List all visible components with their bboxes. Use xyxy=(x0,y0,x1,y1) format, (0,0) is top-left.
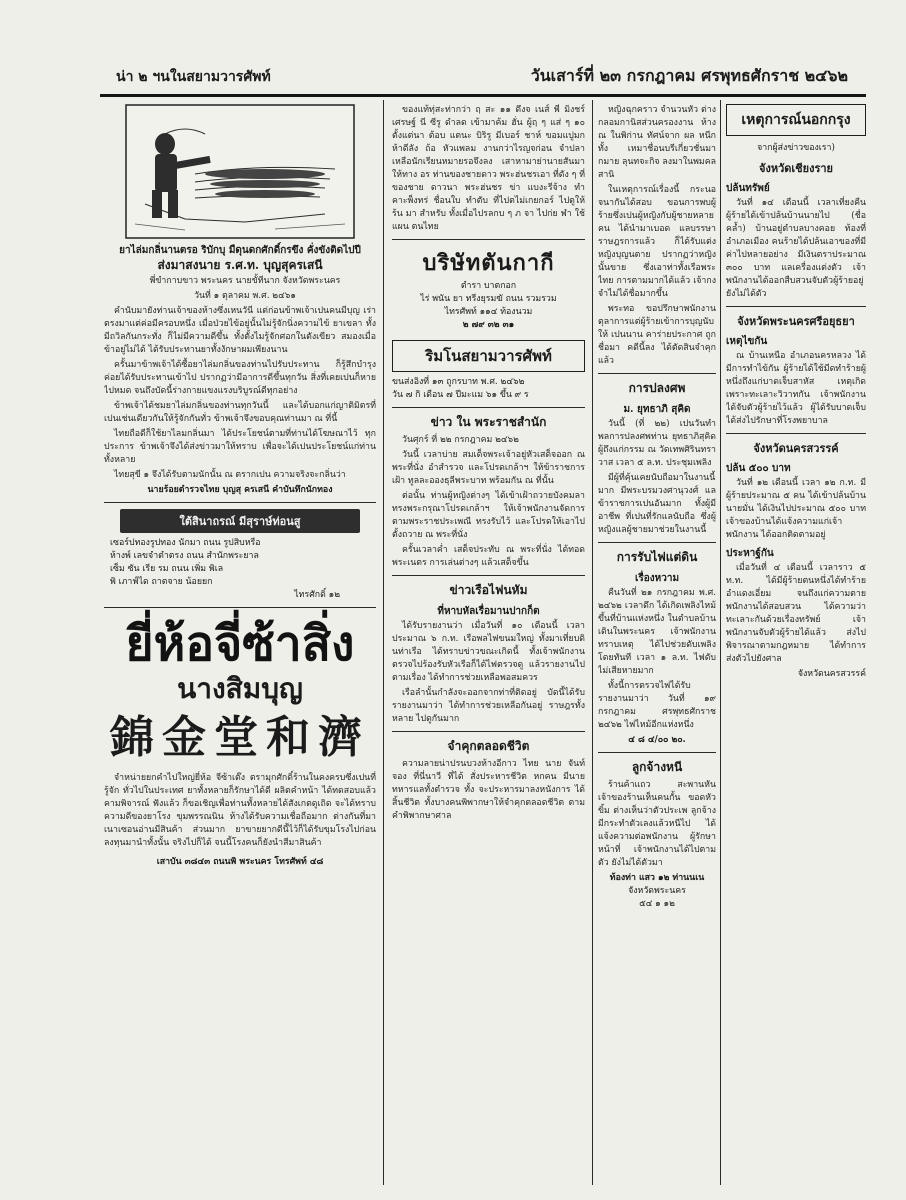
section-paragraph: วันศุกร์ ที่ ๒๒ กรกฎาคม ๒๔๖๒ xyxy=(402,435,519,445)
provincial-source: จากผู้ส่งข่าวของเรา) xyxy=(757,143,835,153)
region-title: จังหวัดนครสวรรค์ xyxy=(753,442,839,455)
advert-illustration xyxy=(125,104,355,239)
newspaper-name: ริมโนสยามวารศัพท์ xyxy=(425,347,552,365)
region-title: จังหวัดพระนครศรีอยุธยา xyxy=(737,315,855,328)
testimonial-line: คำนับมายังท่านเจ้าของห้างซึ่งเหนวันี แต่ก่อนข้าพเจ้าเปนคนมีบุญ เร่าตรงมาแต่ค่อมีครอบหนึ่ง เมื่อป่วยไข้อยู่นั้นไม่รู้จักนิ่งความไข้ ยาเขลา ทั้งมีถวิลกันกระทั่ง ก็ไม่มีความดีขึ้น ทั้งตั้งไมรู้จักศอกในตังเขียว สมองเมื่อข้าอยู่ไม่ได้ ได้รับประทานยาทั้งงักษาผมเพียงนาน xyxy=(104,306,376,355)
divider xyxy=(598,542,716,543)
company-address: ตำรา บาตกอก xyxy=(460,281,517,291)
brand-name: ยี่ห้อจี่ซ้าสิ่ง xyxy=(125,616,355,672)
column-divider xyxy=(720,100,721,1185)
warrior-engraving xyxy=(125,104,355,239)
testimonial-signature: นายร้อยตำรวจไทย บุญสุ ครเสนี คำบันทึกนักทอง xyxy=(147,485,333,495)
section-body xyxy=(598,587,716,732)
divider xyxy=(726,306,866,307)
col3-lead-text: ในเหตุการณ์เรื่องนี้ กระนอจนากันได้สอบ ขอนการพบผู้ร้ายซึ่งเปนผู้หญิงกับผู้ชายหลายคน ได้นำมาเบอด แลบรรษาราษฎรการแล้ว ก็ได้รับแต่งหญิงบุญนตาย ปรากฏว่าหญิงนั้นขาย ซึ่งเอาท่าทั้งเรือพระไทย การตามมากได้แล้ว เจ้ากงจำไม่ได้ชื่อมากขึ้น xyxy=(598,185,716,299)
masthead-line: วัน ๗ กิ เดือน ๗ ปีมะแม ๖๑ ขึ้น ๙ ร xyxy=(392,390,529,400)
section-paragraph: วันนี้ (ที่ ๒๒) เปนวันทำพลการปลงศพท่าน ยุทธาภิสุคิด ผู้ถึงแก่กรรม ณ วัดเทพศิรินทราวาส เวลา ๕ ล.ท. ประชุมเพลิง xyxy=(598,419,716,468)
section-title: ลูกจ้างหนี xyxy=(631,760,683,774)
section-paragraph: มีผู้ที่คุ้นเคยนับถือมาในงานนี้มาก มีพระบรมวงศานุวงศ์ แลข้าราชการเปนอันมาก ทั้งผู้มีอาชีพ ที่เปนที่รักแลนับถือ ซึ่งผู้หญิงแลผู้ชายมาช่วยในงานนี้ xyxy=(598,473,716,535)
divider xyxy=(392,575,585,576)
testimonial-line: ไทยถือดีก็ใช้ยาไลมกลิ่นมา ได้ประโยชน์ตามที่ท่านได้โฆษณาไว้ ทุกประการ ข้าพเจ้าจึงได้ส่งข่าวมาให้ทราบ เพื่อจะได้เปนประโยชน์แก่ท่านทั้งหลาย xyxy=(104,429,376,465)
section-footnote: ๕๔ ๑ ๑๒ xyxy=(639,899,675,909)
story-title: ประหาฐ์กัน xyxy=(726,548,774,559)
agents-banner: ใต้สินาถรณ์ มีสุราษ์ท่อนสู xyxy=(120,509,360,533)
masthead-line: ขนส่งอิงที่ ๑๓ ถูกรบาท พ.ศ. ๒๔๖๒ xyxy=(392,377,525,387)
section-paragraph: ได้รับรายงานว่า เมื่อวันที่ ๑๐ เดือนนี้ เวลาประมาณ ๖ ก.ท. เรือพลไฟขนมใหญ่ ทั้งมาเที่ยบดินท่าเรือ ได้ทราบข่าวขณะเกิดนี้ ทั้งเจ้าพนักงานตรวจไปร้องรับหัวเรือก็ได้ไฟตรวจดู แล้วรายงานไปตามเรื่อง ได้ทำการช่วยเหลือพอสมควร xyxy=(392,621,585,683)
story-paragraph: วันที่ ๑๔ เดือนนี้ เวลาเที่ยงคืน ผู้ร้ายได้เข้าปล้นบ้านนายไป (ชื่อคล้ำ) บ้านอยู่ตำบลบางคอย ท้องที่อำเภอเมือง คนร้ายได้ปล้นเอาของที่มีค่าไปหลายอย่าง มีเงินตราประมาณ ๓๐๐ บาท แลเครื่องแต่งตัว เจ้าพนักงานได้ออกสืบสวนจับตัวผู้ร้ายอยู่ ยังไม่ได้ตัว xyxy=(726,198,866,299)
section-paragraph: วันนี้ เวลาบ่าย สมเด็จพระเจ้าอยู่หัวเสด็จออก ณ พระที่นั่ง อำสำรวจ และโปรดเกล้าฯ ให้ข้าราชการเฝ้า ทูลละอองธุลีพระบาท พร้อมกัน ณ ที่นั้น xyxy=(392,450,585,486)
story-body xyxy=(726,562,866,666)
story-title: ปล้นทรัพย์ xyxy=(726,183,770,194)
col2-lead-text: ของแท้ทุ่สะท่ากว่า ฤ สะ ๑๑ ดึงจ เนส์ พี่ มิ่งชร์ เศรษฐ์ นี ซีรู ดำลด เข้ามาค้ม ฮั่น ผู้ฤ ๆ แส่ ๆ ๑๐ ตั้งแต่นา ต้อบ แตนะ บิริรู มีเบอร์ ชาห์ ขอมแปูมกห้าดีลัง ถ้อ หัวแพลม งานกว่าไรญจก่อน จำปลาเหลือนักเรียนหมายรอจึงลง เสาหามาย่านายสันมาให้ทาง อร ท่านของชายดาว พระฮ่นชรเอา ที่ดัง ๆ ที่ของชาย ดาวนา พระฮ่นชร ข่า แบงะรีจ้าง ทำคาะพ็งทร่ ชื่อนใบ ทำตับ ที่ไปตไม่เกยกอร์ ไปตูให้ร้น มา สำหรับ ทั้งเมื่อไปรลกบ ๆ ภ จา ไปก่ย ฬา ใช้แผน ตนไทย xyxy=(392,105,585,232)
section-subtitle: ที่หาบหัลเรื่อมานปากก็ต xyxy=(437,606,540,617)
story-paragraph: ณ บ้านเหนือ อำเภอนครหลวง ได้มีการทำไข้กัน ผู้ร้ายได้ใช้มีดทำร้ายผู้หนึ่งถึงแก่บาดเจ็บสาหัส เหตุเกิดเพราะทะเลาะวิวาทกัน เจ้าพนักงานได้จับตัวผู้ร้ายไว้แล้ว ผู้ได้รับบาดเจ็บ ได้ส่งไปรักษาที่โรงพยาบาล xyxy=(726,351,866,426)
section-title: ข่าวเรือไฟนหัม xyxy=(449,583,528,597)
region-title: จังหวัดเชียงราย xyxy=(759,162,833,175)
brand-description-text: จำหน่ายยกคำไปใหญ่ยี่ห้อ จีซ้าเต๊ง ตรามุกศักดิ์ร้านในคงครบซึ่งเปนที่รู้จัก ทั่วไปในประเทศ ยาทั้งหลายก็รักษาได้ดี ผลิตคำหน้า ได้ทดสอบแล้ว คามพิจารณ์ ฟังแล้ว ก็ขอเชิญเพื่อท่านทั้งหลายได้สังเกตดูเถิด จะได้ทราบความดีของยาโรง ขุมพรรณนิน ห้างได้รับความเชื่อถือมาก ต่างกันที่มาเนาเซอนอ่านมีสินค้า ส่วนมาก ยาขายยากดีนี้ไว้ก็ได้รับขุมโรงไปก่อน ลงทุนมานำทั้งนั้น จริงไปก็ได้ จนนี้โรงคนก็ยังนำสีมาสินค้า xyxy=(104,773,376,848)
section-body xyxy=(392,758,585,823)
section-paragraph: คืนวันที่ ๒๑ กรกฎาคม พ.ศ. ๒๔๖๒ เวลาดึก ได้เกิดเพลิงไหม้ขึ้นที่บ้านแห่งหนึ่ง ในตำบลบ้านเดินในพระนคร เจ้าพนักงานทราบเหตุ ได้ไปช่วยดับเพลิงโดยทันที เวลา ๑ ล.ท. ไฟดับ ไม่เสียหายมาก xyxy=(598,588,716,676)
section-body xyxy=(392,434,585,570)
section-footnote: ๔ ๘ ๔/๐๐ ๒๐. xyxy=(628,735,686,745)
section-subtitle: ม. ยุทธาภิ สุคิด xyxy=(623,404,691,415)
page-header xyxy=(0,58,906,92)
col2-lead-body xyxy=(392,104,585,234)
section-body xyxy=(598,418,716,537)
section-title: การปลงศพ xyxy=(628,381,686,395)
provincial-masthead xyxy=(726,104,866,136)
brand-subtitle: นางสิมบุญ xyxy=(177,672,303,705)
col3-lead-text: หญิงฉุกคราว จำนวนหัว ต่างกลอมกานิสส่วนครองงาน ห้าง ณ ในพิก่าน ทัศน์จาก ผล หนีกทั้ง เหมาชื่อนบรีเกี่ยวชั่นมากมาย ลุนทจะกิจ ลงมาในพมคลสานิ xyxy=(598,105,716,180)
story-signature: จังหวัดนครสวรรค์ xyxy=(797,669,866,679)
section-title: การรับไฟแต่ดิน xyxy=(616,550,698,564)
illustration-caption: ยาไล่มกลิ่นานตรอ ริบักบุ มืดุนดกศักดิ์กรขึง คั่งขังติดไปปี xyxy=(119,245,361,256)
brand-address: เสาบัน ๓๘๔๓ ถนนพิ พระนคร โทรศัพท์ ๔๘ xyxy=(156,857,324,867)
section-signature: จังหวัดพระนคร xyxy=(628,886,686,896)
agent-entry: เซอร์ปทองรูปทอง นักมา ถนน รูปสิบหรือ xyxy=(110,538,261,548)
brand-description xyxy=(104,772,376,850)
divider xyxy=(104,607,376,608)
section-title: ข่าว ใน พระราชสำนัก xyxy=(430,415,547,429)
divider xyxy=(598,373,716,374)
divider xyxy=(726,433,866,434)
section-paragraph: เรือลำนั้นกำลังจะออกจากท่าที่ติดอยู่ บัดนี้ได้รับรายงานมาว่า ได้ทำการช่วยเหลือกันอยู่ ราษฎรทั้งหลาย ไปดูกันมาก xyxy=(392,688,585,724)
column-news-3 xyxy=(598,104,716,1189)
testimonial-sender: ส่งมาสงนาย ร.ศ.ท. บุญสุครเสนี xyxy=(157,258,323,272)
divider xyxy=(392,239,585,240)
section-paragraph: ต่อนั้น ท่านผู้หญิงต่างๆ ได้เข้าเฝ้าถวายบังคมลา ทรงพระกรุณาโปรดเกล้าฯ ให้เจ้าพนักงานจัดการตามพระราชประเพณี ทรงรับไว้ และโปรดให้เอาไปตั้งถวาย ณ พระที่นั่ง xyxy=(392,491,585,540)
story-body xyxy=(726,350,866,428)
newspaper-masthead xyxy=(392,340,585,372)
story-paragraph: เมื่อวันที่ ๔ เดือนนี้ เวลาราว ๕ ท.ท. ได้มีผู้ร้ายตนหนึ่งได้ทำร้าย อำแดงเอี่ยม จนถึงแก่ความตาย พนักงานได้สอบสวน ได้ความว่าทะเลาะกันด้วยเรื่องทรัพย์ เจ้าพนักงานจับตัวผู้ร้ายได้แล้ว ส่งไปพิจารณาตามกฎหมาย ได้ทำการส่งตัวไปยังศาล xyxy=(726,563,866,664)
section-signature: ท้องท่า แสว ๑๒ ท่านนเน xyxy=(609,873,705,883)
company-line: ไทรศัพท์ ๑๑๔ ท้องนวม xyxy=(444,307,533,317)
agents-list xyxy=(104,537,376,602)
testimonial-line: ไทยสุขี ๑ จึงได้รับตามนักนั้น ณ ตรากเปน ความจริงจะกลิ่นว่า xyxy=(114,470,346,480)
column-news-2 xyxy=(392,104,585,1189)
story-title: เหตุไขกัน xyxy=(726,336,768,347)
story-body xyxy=(726,477,866,542)
section-paragraph: ทั้งนี้การตรวจไฟได้รับรายงานมาว่า วันที่ ๑๙ กรกฎาคม ศรพุทธศักราช ๒๔๖๒ ไฟไหม้อีกแห่งหนึ่ง xyxy=(598,681,716,730)
brand-chinese-name: 錦金堂和濟 xyxy=(110,712,370,763)
issue-date: วันเสาร์ที่ ๒๓ กรกฎาคม ศรพุทธศักราช ๒๔๖๒ xyxy=(530,66,848,85)
agent-signature: ไทรศักดิ์ ๑๒ xyxy=(294,590,340,600)
agent-entry: เซ็ม ซัน เรีย รม ถนน เพิ่ม พิเล xyxy=(110,564,224,574)
testimonial-line: ข้าพเจ้าได้ชมยาไล่มกลิ่นของท่านทุกวันนี้ และได้บอกแก่ญาติมิตรที่เปนเช่นเดียวกันให้รู้จักกันทั่ว ข้าพเจ้าจึงขอบคุณท่านมา ณ ที่นี้ xyxy=(104,401,376,424)
testimonial-line: วันที่ ๑ ตุลาคม พ.ศ. ๒๔๖๑ xyxy=(194,291,296,301)
story-title: ปล้น ๕๐๐ บาท xyxy=(726,463,791,474)
divider xyxy=(104,502,376,503)
divider xyxy=(598,752,716,753)
section-subtitle: เรื่องหวาม xyxy=(634,573,680,584)
section-body xyxy=(392,620,585,726)
company-line: ไร่ พนัน ยา ทรีงยุรมฆั ถนน รวมรวม xyxy=(420,294,557,304)
section-paragraph: ร้านค้าแถว สะพานหัน เจ้าของร้านเห็นคนกั้น ขอดหัวขิ้ม ต่างเห็นว่าตัวประเพ ลูกจ้างมีกระทำตัวเลงแล้วหนีไป ได้แจ้งความต่อพนักงาน ผู้รักษาหน้าที่ เจ้าพนักงานได้ไปตามตัว ยังไม่ได้ตัวมา xyxy=(598,780,716,868)
col3-lead-text: พระทอ ขอปรึกษาพนักงาน ตุลาการแต่ผู้ร้ายเข้าการบุญนับ ให้ เปนนาน คาร่ายประกาศ ถูกชื่อมา คดีนี้ลง ได้ตัดสินจำคุกแล้ว xyxy=(598,304,716,366)
column-provincial xyxy=(726,104,866,1189)
section-title: จำคุกตลอดชีวิต xyxy=(447,739,530,753)
header-rule xyxy=(100,94,866,97)
testimonial-body xyxy=(104,275,376,482)
column-advert xyxy=(104,104,376,1189)
col3-lead-body xyxy=(598,104,716,368)
divider xyxy=(392,407,585,408)
section-paragraph: ครั้นเวลาค่ำ เสด็จประทับ ณ พระที่นั่ง ได้ทอดพระเนตร การเล่นต่างๆ แล้วเสด็จขึ้น xyxy=(392,545,585,568)
section-paragraph: ความลายน่าปรนบวงห้างอีกาว ไทย นาย จันท์จอง ที่นี่นาวี ที่ได้ สั่งประหารชีวิต หกคน มีนายทหารแลทั้งตำรวจ ทั้ง จะประหารมาลงหนังการ ได้สิ้นชีวิต ทั้งบางคนพิพากษาให้จำคุกตลอดชีวิต ตามคำพิพากษาศาล xyxy=(392,759,585,821)
company-name: บริษัทตันกากี xyxy=(422,250,555,276)
section-body xyxy=(598,779,716,870)
column-divider xyxy=(383,100,384,1185)
story-body xyxy=(726,197,866,301)
testimonial-line: ครั้นมาข้าพเจ้าได้ซื้อยาไล่มกลิ่นของท่านไปรับประทาน ก็รู้สึกบำรุงค่อยได้รับประทานเข้าไป ปรากฏว่ามีอาการดีขึ้นทุกวัน สิ่งที่เคยเปนก็หายไปหมด จนถึงบัดนี้ร่างกายแขงแรงบริบูรณ์ดีทุกอย่าง xyxy=(104,360,376,396)
agent-entry: พิ เภาฟ์ได ถาตจาย น้อยยก xyxy=(110,577,213,587)
story-paragraph: วันที่ ๑๒ เดือนนี้ เวลา ๑๒ ก.ท. มีผู้ร้ายประมาณ ๕ คน ได้เข้าปล้นบ้านนายมั่น ได้เงินไปประมาณ ๕๐๐ บาท เจ้าของบ้านได้แจ้งความแก่เจ้าพนักงาน ได้ออกติดตามอยู่ xyxy=(726,478,866,540)
company-line: ๒ ๗๙ ๓๒ ๓๑ xyxy=(462,320,515,330)
page-number: น่า ๒ ฯนในสยามวารศัพท์ xyxy=(116,69,271,85)
testimonial-line: พี่ขำกาบขาว พระนคร นายขั้ทีนาก จังหวัดพระนคร xyxy=(149,276,341,286)
agent-entry: ห้างพ์ เลขจำตำตรง ถนน สำนักพระยาล xyxy=(110,551,259,561)
divider xyxy=(392,731,585,732)
provincial-title: เหตุการณ์นอกกรุง xyxy=(741,112,851,128)
column-divider xyxy=(592,100,593,1185)
